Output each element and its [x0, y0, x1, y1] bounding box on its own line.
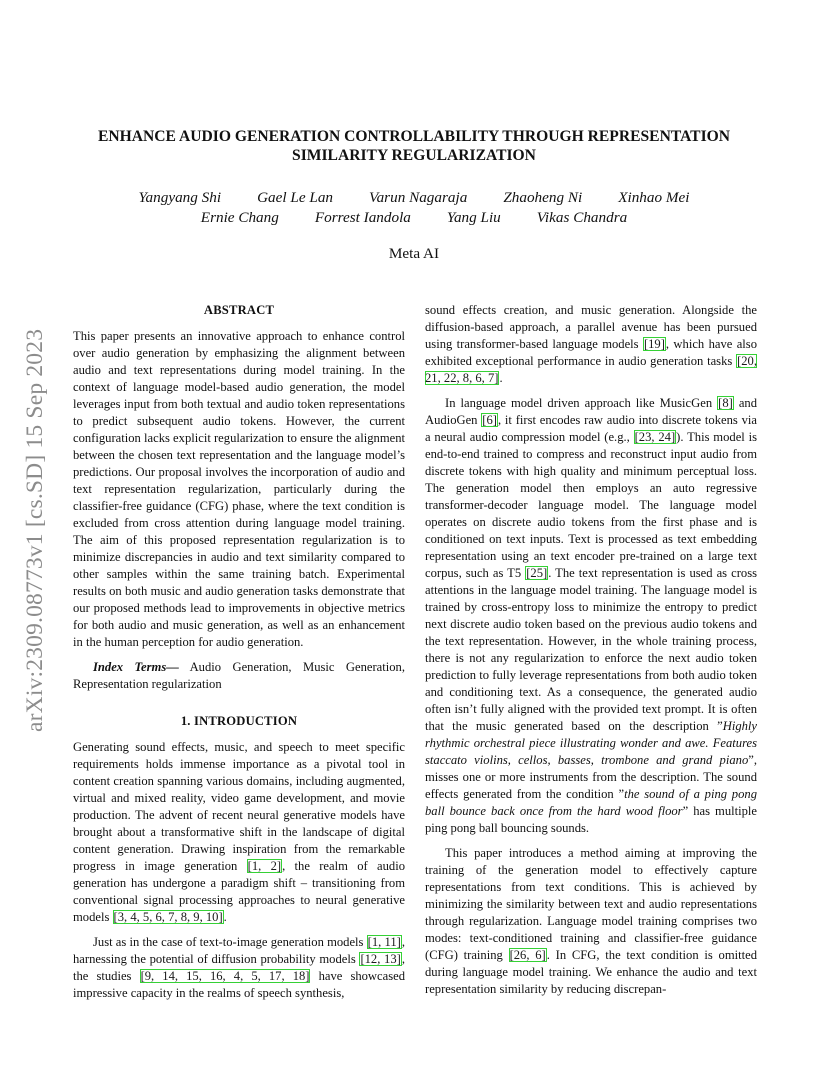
author-name: Vikas Chandra: [536, 209, 628, 226]
citation-link[interactable]: [25]: [526, 566, 548, 580]
author-name: Yangyang Shi: [138, 189, 222, 206]
left-column: [73, 300, 405, 1010]
author-name: Zhaoheng Ni: [503, 189, 583, 206]
author-name: Forrest Iandola: [314, 209, 411, 226]
intro-paragraph-3: In language model driven approach like MusicGen [8] and AudioGen [6], it first encodes raw audio into discrete tokens via a neural audio compression model (e.g., [23, 24]). This model is end-to-end trained to compress and reconstruct input audio from discrete tokens with high quality and minimum perceptual loss. The generation model then employs an auto regressive transformer-decoder language model. The language model operates on discrete audio tokens from the first phase and is conditioned on text inputs. Text is processed as text embedding representation using an text encoder pre-trained on a large text corpus, such as T5 [25]. The text representation is used as cross attentions in the language model training. The language model is trained by cross-entropy loss to minimize the entropy to predict next discrete audio token based on the previous audio tokens and the text representation. However, in the whole training process, there is not any regularization to enforce the next audio token prediction to fully leverage representations from both audio token and conditioning text. As a consequence, the generated audio often isn’t fully aligned with the provided text prompt. It is often that the music generated based on the description ”Highly rhythmic orchestral piece illustrating wonder and awe. Features staccato violins, cellos, basses, trombone and grand piano”, misses one or more instruments from the description. The sound effects generated from the condition ”the sound of a ping pong ball bounce back once from the hard wood floor” has multiple ping pong ball bouncing sounds.: [425, 396, 757, 835]
intro-paragraph-4: This paper introduces a method aiming at improving the training of the generation model to effectively capture representations from text conditions. This is achieved by minimizing the similarity between text and audio representations through regularization. Language model training comprises two modes: text-conditioned training and classifier-free guidance (CFG) training [26, 6]. In CFG, the text condition is omitted during language model training. We enhance the audio and text representation similarity by reducing discrepan-: [425, 846, 758, 996]
citation-link[interactable]: [6]: [482, 413, 497, 427]
citation-link[interactable]: [1, 11]: [367, 935, 401, 949]
citation-link[interactable]: [1, 2]: [247, 859, 282, 873]
author-row-1: [70, 188, 758, 208]
intro-paragraph-continued: sound effects creation, and music generation. Alongside the diffusion-based approach, a parallel avenue has been pursued using transformer-based language models [19], which have also exhibited exceptional performance in audio generation tasks [20, 21, 22, 8, 6, 7].: [425, 303, 757, 385]
author-name: Ernie Chang: [200, 209, 279, 226]
example-prompt-sound: the sound of a ping pong ball bounce back once from the hard wood floor: [425, 787, 757, 818]
citation-link[interactable]: [12, 13]: [360, 952, 401, 966]
index-terms-text: Audio Generation, Music Generation, Representation regularization: [73, 660, 406, 691]
citation-link[interactable]: [26, 6]: [509, 948, 546, 962]
title-line-2: SIMILARITY REGULARIZATION: [292, 147, 536, 164]
author-name: Yang Liu: [446, 209, 501, 226]
citation-link[interactable]: [9, 14, 15, 16, 4, 5, 17, 18]: [140, 969, 310, 983]
index-terms: [73, 659, 405, 693]
author-name: Xinhao Mei: [618, 189, 690, 206]
right-column: [425, 302, 757, 1006]
author-row-2: [70, 208, 758, 228]
title-line-1: ENHANCE AUDIO GENERATION CONTROLLABILITY THROUGH REPRESENTATION: [97, 128, 731, 145]
example-prompt-music: Highly rhythmic orchestral piece illustrating wonder and awe. Features staccato violins, cellos, basses, trombone and grand piano: [425, 719, 757, 767]
citation-link[interactable]: [20, 21, 22, 8, 6, 7]: [425, 354, 757, 385]
intro-paragraph-1: Generating sound effects, music, and speech to meet specific requirements holds immense importance as a pivotal tool in content creation spanning various domains, including augmented, virtual and mixed reality, video game development, and movie production. The advent of recent neural generative models have brought about a transformative shift in the landscape of digital content generation. Drawing inspiration from the remarkable progress in image generation [1, 2], the realm of audio generation has undergone a paradigm shift – transitioning from conventional signal processing approaches to neural generative models [3, 4, 5, 6, 7, 8, 9, 10].: [73, 740, 405, 924]
introduction-heading: 1. INTRODUCTION: [180, 714, 298, 728]
citation-link[interactable]: [8]: [718, 396, 733, 410]
paper-title: [70, 127, 758, 165]
abstract-heading: ABSTRACT: [203, 303, 275, 317]
author-name: Gael Le Lan: [257, 189, 333, 206]
author-name: Varun Nagaraja: [369, 189, 468, 206]
arxiv-identifier: arXiv:2309.08773v1 [cs.SD] 15 Sep 2023: [22, 328, 48, 732]
citation-link[interactable]: [23, 24]: [634, 430, 676, 444]
citation-link[interactable]: [3, 4, 5, 6, 7, 8, 9, 10]: [113, 910, 223, 924]
affiliation: Meta AI: [388, 245, 440, 262]
author-list: [70, 188, 758, 228]
abstract-text: This paper presents an innovative approach to enhance control over audio generation by emphasizing the alignment between audio and text representations during model training. In the context of language model-based audio generation, the model leverages input from both textual and audio token representations to predict subsequent audio tokens. However, the current configuration lacks explicit regularization to ensure the alignment between the chosen text representation and the language model’s predictions. Our proposal involves the incorporation of audio and text representation regularization, particularly during the classifier-free guidance (CFG) phase, where the text condition is excluded from cross attention during language model training. The aim of this proposed representation regularization is to minimize discrepancies in audio and text similarity compared to other samples within the same training batch. Experimental results on both music and audio generation tasks demonstrate that our proposed methods lead to improvements in objective metrics for both audio and music generation, as well as an enhancement in the human perception for audio generation.: [73, 329, 405, 649]
intro-paragraph-2: Just as in the case of text-to-image generation models [1, 11], harnessing the potential of diffusion probability models [12, 13], the studies [9, 14, 15, 16, 4, 5, 17, 18] have showcased impressive capacity in the realms of speech synthesis,: [73, 935, 405, 1000]
citation-link[interactable]: [19]: [643, 337, 665, 351]
index-terms-label: Index Terms—: [93, 660, 179, 674]
